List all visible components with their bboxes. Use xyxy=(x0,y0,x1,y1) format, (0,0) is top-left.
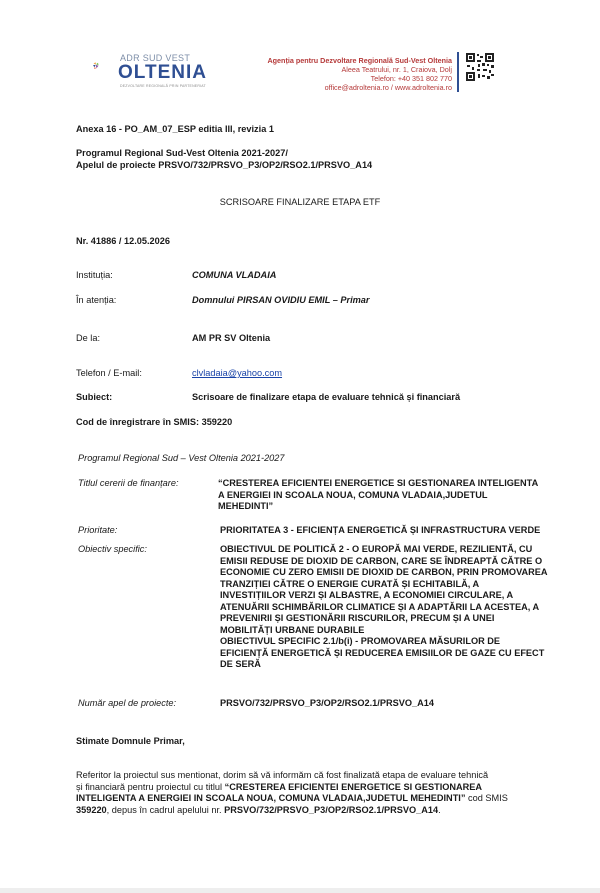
attention-label: În atenția: xyxy=(76,295,117,305)
institution-value: COMUNA VLADAIA xyxy=(192,270,277,280)
main-paragraph xyxy=(76,770,546,816)
objective-line: OBIECTIVUL SPECIFIC 2.1/b(i) - PROMOVAREA MĂSURILOR DE xyxy=(220,636,501,646)
paragraph-text: , depus în cadrul apelului nr. xyxy=(106,804,225,815)
subject-value: Scrisoare de finalizare etapa de evaluare tehnică și financiară xyxy=(192,392,461,402)
from-value: AM PR SV Oltenia xyxy=(192,333,271,343)
logo-tagline: DEZVOLTARE REGIONALĂ PRIN PARTENERIAT xyxy=(120,84,206,88)
page-bottom-edge xyxy=(0,888,600,893)
objective-line: ATENUĂRII SCHIMBĂRILOR CLIMATICE ȘI A ADAPTĂRII LA ACESTEA, A xyxy=(220,601,540,612)
program-box-title: Programul Regional Sud – Vest Oltenia 2021-2027 xyxy=(78,453,285,463)
objective-line: EFICIENȚĂ ENERGETICĂ ȘI REDUCEREA EMISIILOR DE GAZE CU EFECT xyxy=(220,647,545,658)
paragraph-text: . xyxy=(438,804,441,815)
annex-reference: Anexa 16 - PO_AM_07_ESP editia III, revizia 1 xyxy=(76,124,274,134)
objective-line: EMISII REDUSE DE DIOXID DE CARBON, CARE SE ÎNDREAPTĂ CĂTRE O xyxy=(220,555,543,566)
project-title-line: “CRESTEREA EFICIENTEI ENERGETICE SI GESTIONAREA INTELIGENTA xyxy=(218,478,539,488)
logo-big-text: OLTENIA xyxy=(118,62,207,83)
program-line-2: Apelul de proiecte PRSVO/732/PRSVO_P3/OP2/RSO2.1/PRSVO_A14 xyxy=(76,160,373,170)
objective-label: Obiectiv specific: xyxy=(78,544,147,554)
agency-block xyxy=(267,56,452,92)
header-divider xyxy=(457,52,459,92)
objective-line: ECONOMIE CU ZERO EMISII DE DIOXID DE CARBON, PRIN PROMOVAREA xyxy=(220,567,548,577)
letter-title: SCRISOARE FINALIZARE ETAPA ETF xyxy=(219,197,381,207)
project-title-line: A ENERGIEI IN SCOALA NOUA, COMUNA VLADAIA,JUDETUL xyxy=(218,489,488,500)
paragraph-project-title: “CRESTEREA EFICIENTEI ENERGETICE SI GESTIONAREA xyxy=(224,781,483,792)
paragraph-project-title: INTELIGENTA A ENERGIEI IN SCOALA NOUA, COMUNA VLADAIA,JUDETUL MEHEDINTI” xyxy=(76,793,466,803)
attention-value: Domnului PIRSAN OVIDIU EMIL – Primar xyxy=(192,295,370,305)
letter-number: Nr. 41886 / 12.05.2026 xyxy=(76,236,170,246)
smis-code: Cod de înregistrare în SMIS: 359220 xyxy=(76,417,233,427)
paragraph-line xyxy=(76,805,546,817)
paragraph-call-number: PRSVO/732/PRSVO_P3/OP2/RSO2.1/PRSVO_A14 xyxy=(224,804,439,815)
project-title-line: MEHEDINTI” xyxy=(218,501,274,511)
institution-label: Instituția: xyxy=(76,270,113,280)
greeting: Stimate Domnule Primar, xyxy=(76,736,185,746)
priority-label: Prioritate: xyxy=(78,525,118,535)
subject-label: Subiect: xyxy=(76,392,113,402)
objective-value xyxy=(220,544,555,671)
qr-code-icon xyxy=(465,52,495,82)
agency-address: Aleea Teatrului, nr. 1, Craiova, Dolj xyxy=(341,65,452,74)
paragraph-line xyxy=(76,782,546,794)
agency-contact: office@adroltenia.ro / www.adroltenia.ro xyxy=(324,83,452,92)
paragraph-line: Referitor la proiectul sus mentionat, dorim să vă informăm că fost finalizată etapa de evaluare tehnică xyxy=(76,770,489,780)
paragraph-smis: 359220 xyxy=(76,804,107,815)
call-number-label: Număr apel de proiecte: xyxy=(78,698,177,708)
paragraph-text: cod SMIS xyxy=(465,793,508,803)
project-title-value xyxy=(218,478,548,513)
objective-line: OBIECTIVUL DE POLITICĂ 2 - O EUROPĂ MAI VERDE, REZILIENTĂ, CU xyxy=(220,544,533,554)
email-link[interactable]: clvladaia@yahoo.com xyxy=(192,368,283,378)
call-number-value: PRSVO/732/PRSVO_P3/OP2/RSO2.1/PRSVO_A14 xyxy=(220,698,434,708)
project-title-label: Titlul cererii de finanțare: xyxy=(78,478,179,488)
paragraph-text: și financiară pentru proiectul cu titlul xyxy=(76,781,225,792)
objective-line: TRANZIȚIEI CĂTRE O ENERGIE CURATĂ ȘI ECHITABILĂ, A xyxy=(220,578,480,589)
objective-line: DE SERĂ xyxy=(220,659,261,669)
priority-value: PRIORITATEA 3 - EFICIENȚA ENERGETICĂ ȘI INFRASTRUCTURA VERDE xyxy=(220,525,541,535)
agency-phone: Telefon: +40 351 802 770 xyxy=(370,74,452,83)
objective-line: PREVENIRII ȘI GESTIONĂRII RISCURILOR, PRECUM ȘI A UNEI xyxy=(220,613,495,623)
from-label: De la: xyxy=(76,333,101,343)
contact-label: Telefon / E-mail: xyxy=(76,368,142,378)
objective-line: MOBILITĂȚI URBANE DURABILE xyxy=(220,624,365,635)
logo-small-text: ADR SUD VEST xyxy=(120,53,191,63)
objective-line: INVESTIȚIILOR VERZI ȘI ALBASTRE, A ECONOMIEI CIRCULARE, A xyxy=(220,590,514,600)
agency-name: Agenția pentru Dezvoltare Regională Sud-Vest Oltenia xyxy=(267,56,452,65)
program-line-1: Programul Regional Sud-Vest Oltenia 2021-2027/ xyxy=(76,148,288,158)
paragraph-line xyxy=(76,793,546,805)
